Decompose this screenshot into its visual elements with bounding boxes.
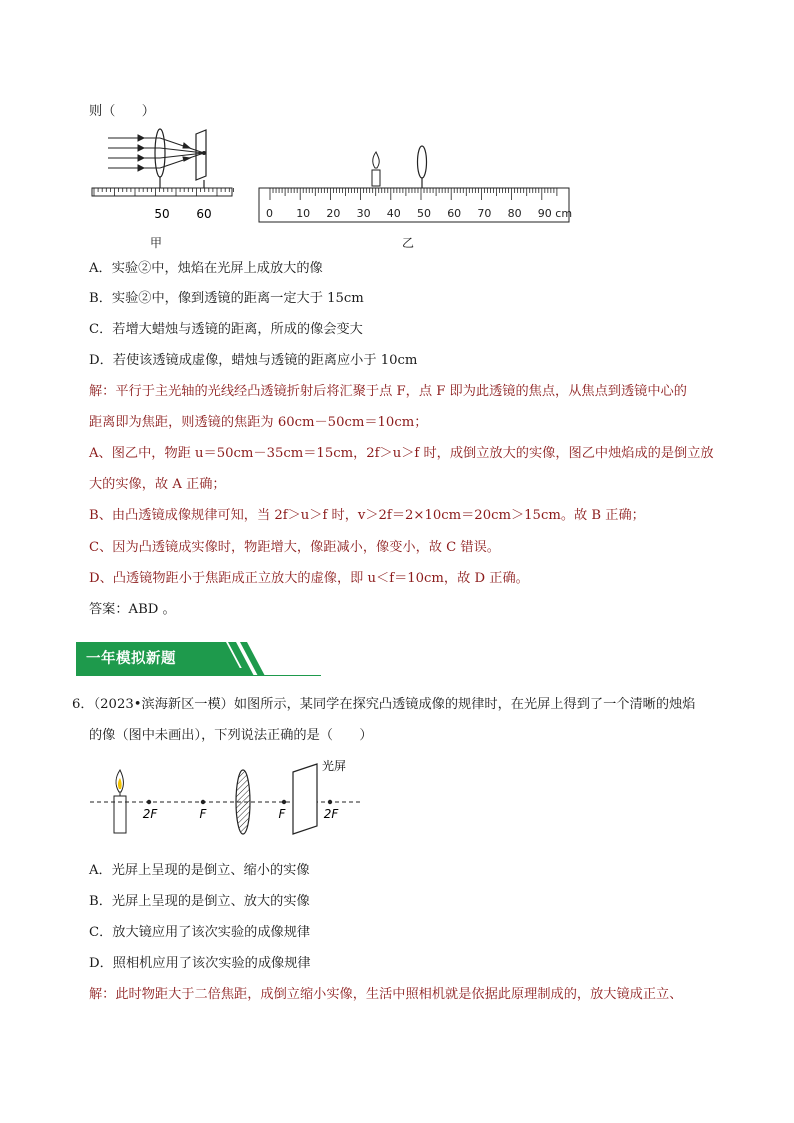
ruler-label: 70: [477, 207, 492, 220]
light-screen-q6: [293, 764, 317, 834]
convex-lens-yi: [418, 146, 427, 178]
tick-label-60: 60: [196, 207, 212, 221]
q5-solution-line-4: 大的实像，故 A 正确；: [89, 477, 226, 492]
convex-lens: [155, 129, 165, 177]
q6-figure: [88, 758, 368, 840]
label-f-right: F: [278, 807, 286, 821]
q6-option-a: A．光屏上呈现的是倒立、缩小的实像: [89, 863, 310, 878]
q5-solution-line-2: 距离即为焦距，则透镜的焦距为 60cm－50cm＝10cm；: [89, 415, 428, 430]
tick-label-50: 50: [154, 207, 170, 221]
q6-option-c: C．放大镜应用了该次实验的成像规律: [89, 925, 311, 940]
ruler-jia: [92, 188, 232, 196]
q5-figure-jia: [88, 128, 238, 226]
q5-option-b: B．实验②中，像到透镜的距离一定大于 15cm: [89, 291, 364, 306]
figure-yi-caption: 乙: [402, 236, 415, 250]
ruler-label: 30: [356, 207, 371, 220]
label-f-left: F: [199, 807, 207, 821]
screen-label: 光屏: [321, 759, 347, 773]
ruler-label: 60: [447, 207, 462, 220]
figure-jia-caption: 甲: [150, 236, 163, 250]
label-2f-left: 2F: [142, 807, 158, 821]
q5-solution-line-3: A、图乙中，物距 u＝50cm－35cm＝15cm，2f＞u＞f 时，成倒立放大的实像，图乙中烛焰成的是倒立放: [89, 446, 714, 461]
q5-option-c: C．若增大蜡烛与透镜的距离，所成的像会变大: [89, 322, 363, 337]
q5-stem-tail: 则（ ）: [89, 104, 155, 119]
ruler-label: 40: [386, 207, 401, 220]
q6-stem-line-2: 的像（图中未画出），下列说法正确的是（ ）: [89, 728, 373, 743]
candle: [372, 152, 380, 186]
section-banner-title: 一年模拟新题: [86, 651, 176, 667]
q5-solution-line-6: C、因为凸透镜成实像时，物距增大，像距减小，像变小，故 C 错误。: [89, 540, 500, 555]
q5-answer: 答案：ABD 。: [89, 602, 176, 617]
label-2f-right: 2F: [323, 807, 339, 821]
q6-option-d: D．照相机应用了该次实验的成像规律: [89, 956, 311, 971]
q5-figure-yi: [255, 140, 575, 224]
q6-solution-line-1: 解：此时物距大于二倍焦距，成倒立缩小实像，生活中照相机就是依据此原理制成的，放大镜成正立、: [89, 987, 683, 1002]
q5-solution-line-1: 解：平行于主光轴的光线经凸透镜折射后将汇聚于点 F，点 F 即为此透镜的焦点，从焦点到透镜中心的: [89, 384, 687, 399]
q6-option-b: B．光屏上呈现的是倒立、放大的实像: [89, 894, 310, 909]
ruler-label: 50: [417, 207, 431, 220]
q6-stem-line-1: 6．（2023•滨海新区一模）如图所示，某同学在探究凸透镜成像的规律时，在光屏上得到了一个清晰的烛焰: [72, 697, 696, 712]
ruler-label: 10: [296, 207, 311, 220]
q5-solution-line-7: D、凸透镜物距小于焦距成正立放大的虚像，即 u＜f＝10cm，故 D 正确。: [89, 571, 529, 586]
ruler-label: 90 cm: [537, 207, 573, 220]
ruler-label: 0: [266, 207, 273, 220]
ruler-label: 20: [326, 207, 341, 220]
q5-option-d: D．若使该透镜成虚像，蜡烛与透镜的距离应小于 10cm: [89, 353, 418, 368]
q5-option-a: A．实验②中，烛焰在光屏上成放大的像: [89, 261, 323, 276]
q5-solution-line-5: B、由凸透镜成像规律可知，当 2f＞u＞f 时，v＞2f＝2×10cm＝20cm＞15cm。故 B 正确；: [89, 508, 645, 523]
ruler-label: 80: [507, 207, 522, 220]
